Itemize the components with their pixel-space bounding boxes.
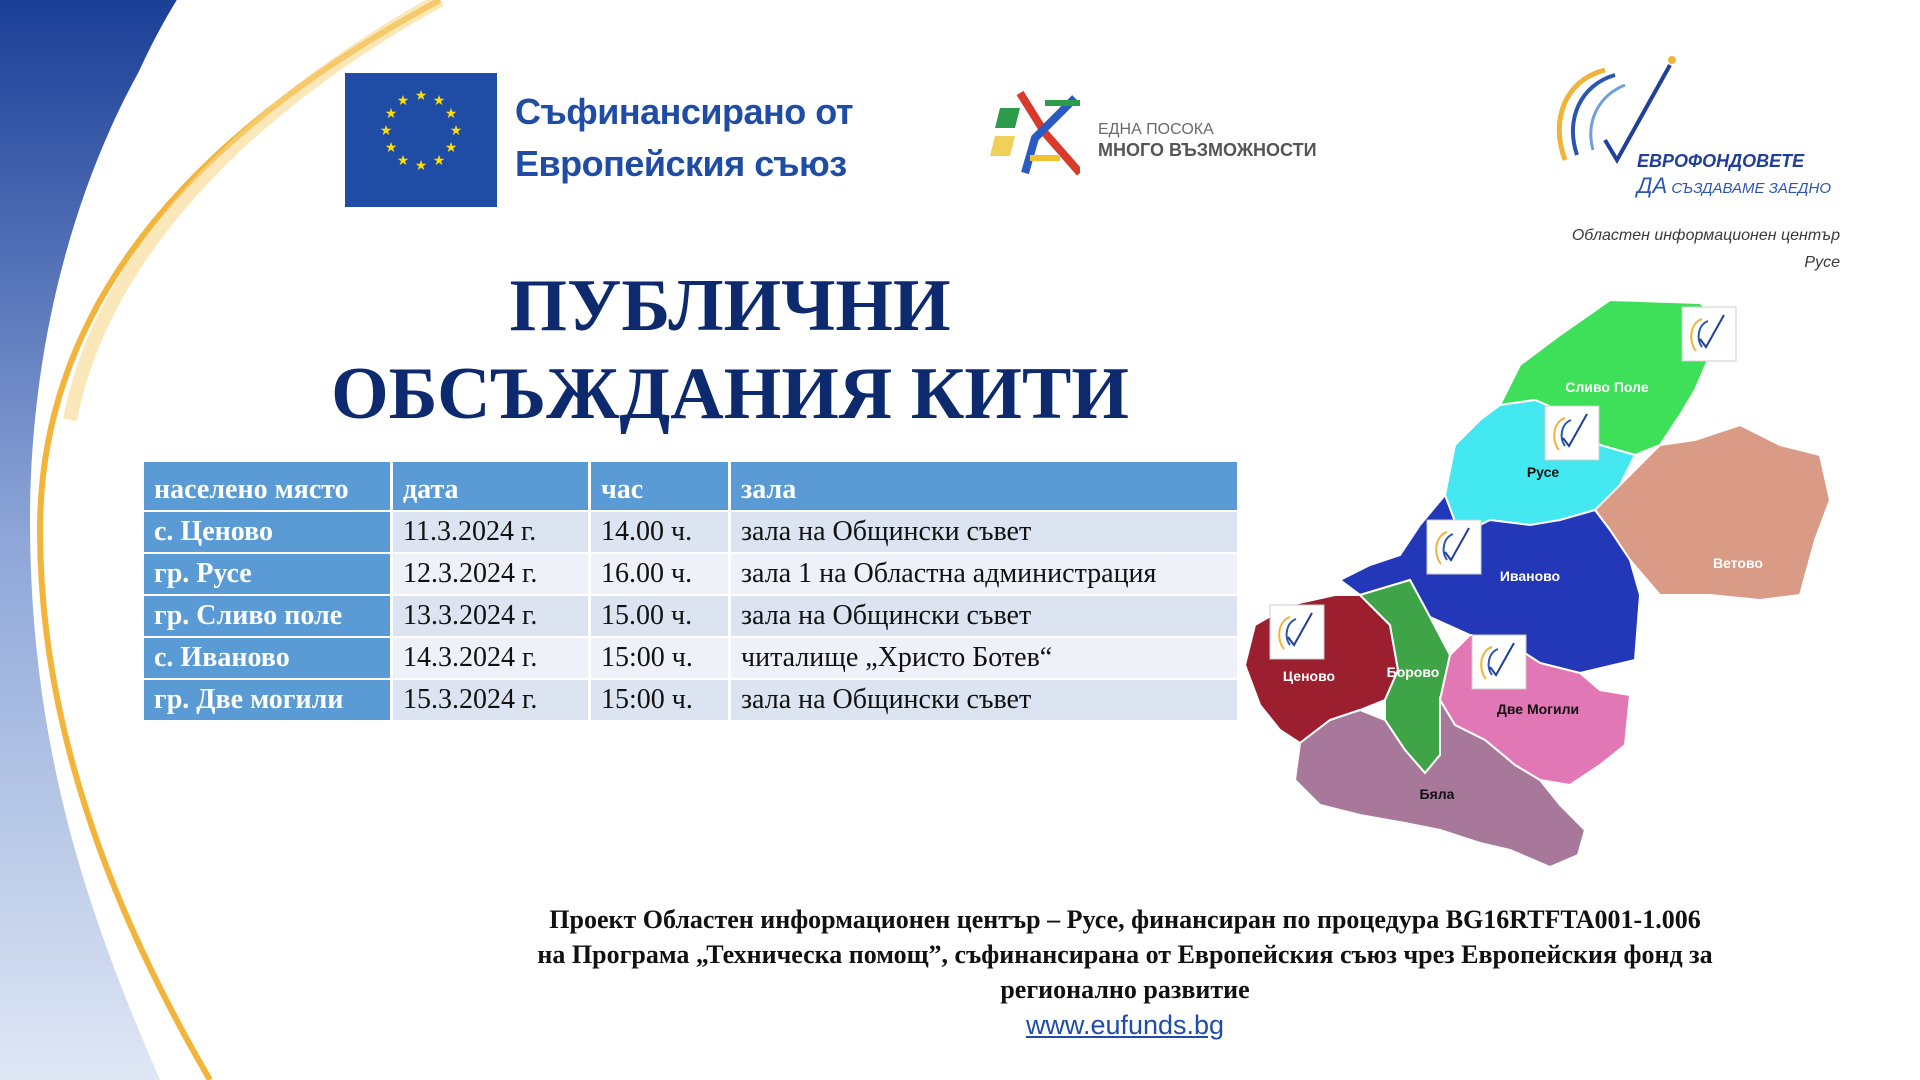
eu-flag [345,73,497,207]
cell-date: 13.3.2024 г. [393,596,591,638]
map-label-byala: Бяла [1419,786,1455,802]
footer-line3: регионално развитие [1000,975,1250,1004]
eurofunds-slogan [1637,173,1831,199]
eurofunds-da: ДА [1637,173,1668,198]
cell-place: гр. Две могили [144,680,393,722]
table-row [144,554,1240,596]
cell-date: 11.3.2024 г. [393,512,591,554]
svg-text:★: ★ [449,123,463,139]
map-label-dve-mogili: Две Могили [1496,701,1580,717]
map-label-borovo: Борово [1386,664,1440,680]
eurofunds-marker-icon [1427,520,1481,574]
svg-text:★: ★ [384,140,398,156]
table-row [144,680,1240,722]
schedule-table [144,462,1240,722]
map-label-tsenovo: Ценово [1282,668,1336,684]
cell-date: 14.3.2024 г. [393,638,591,680]
svg-text:★: ★ [414,158,428,174]
map-label-ruse: Русе [1526,464,1560,480]
svg-text:★: ★ [444,106,458,122]
table-header-row [144,462,1240,512]
map-label-slivo-pole: Сливо Поле [1565,379,1649,395]
footer-line2: на Програма „Техническа помощ”, съфинансирана от Европейския съюз чрез Европейския фонд за [537,940,1713,969]
cell-time: 15.00 ч. [591,596,731,638]
eurofunds-marker-icon [1472,635,1526,689]
ep-line1: ЕДНА ПОСОКА [1098,121,1214,138]
eu-line1: Съфинансирано от [515,91,854,132]
eu-line2: Европейския съюз [515,143,847,184]
cell-place: с. Иваново [144,638,393,680]
footer-line1: Проект Областен информационен център – Русе, финансиран по процедура BG16RTFTA001-1.006 [549,905,1701,934]
svg-text:★: ★ [384,106,398,122]
info-center-caption [1500,222,1840,276]
table-row [144,638,1240,680]
eurofunds-marker-icon [1682,307,1736,361]
title-line1: ПУБЛИЧНИ [509,265,951,347]
eurofunds-slogan-text: СЪЗДАВАМЕ ЗАЕДНО [1671,180,1831,197]
cell-time: 14.00 ч. [591,512,731,554]
cell-time: 16.00 ч. [591,554,731,596]
cell-hall: зала 1 на Областна администрация [731,554,1240,596]
title-line2: ОБСЪЖДАНИЯ КИТИ [331,353,1129,435]
eurofunds-marker-icon [1270,605,1324,659]
cell-hall: зала на Общински съвет [731,596,1240,638]
cell-time: 15:00 ч. [591,638,731,680]
map-label-vetovo: Ветово [1713,555,1763,571]
ep-line2: МНОГО ВЪЗМОЖНОСТИ [1098,140,1317,160]
eurofunds-marker-icon [1545,406,1599,460]
eu-stars-icon [345,73,497,207]
cell-place: гр. Сливо поле [144,596,393,638]
svg-text:★: ★ [396,153,410,169]
cell-time: 15:00 ч. [591,680,731,722]
svg-text:★: ★ [396,93,410,109]
map-label-ivanovo: Иваново [1499,568,1561,584]
project-footer [380,902,1870,1007]
cell-hall: зала на Общински съвет [731,512,1240,554]
svg-text:★: ★ [414,88,428,104]
svg-text:★: ★ [432,153,446,169]
cell-date: 12.3.2024 г. [393,554,591,596]
eufunds-link[interactable]: www.eufunds.bg [1025,1010,1225,1040]
cell-hall: зала на Общински съвет [731,680,1240,722]
edna-posoka-text [1098,120,1317,160]
edna-posoka-logo-icon [990,88,1080,178]
info-center-line1: Областен информационен център [1571,227,1840,244]
column-header-place: населено място [144,462,393,512]
svg-text:★: ★ [432,93,446,109]
cell-hall: читалище „Христо Ботев“ [731,638,1240,680]
column-header-date: дата [393,462,591,512]
eu-cofunded-text [515,86,853,190]
cell-place: гр. Русе [144,554,393,596]
svg-text:★: ★ [444,140,458,156]
page-title [300,262,1160,438]
column-header-time: час [591,462,731,512]
column-header-hall: зала [731,462,1240,512]
svg-text:★: ★ [379,123,393,139]
table-row [144,512,1240,554]
cell-date: 15.3.2024 г. [393,680,591,722]
eurofunds-name: ЕВРОФОНДОВЕТЕ [1637,151,1805,171]
cell-place: с. Ценово [144,512,393,554]
info-center-line2: Русе [1804,254,1840,271]
table-row [144,596,1240,638]
district-map [1240,295,1890,895]
